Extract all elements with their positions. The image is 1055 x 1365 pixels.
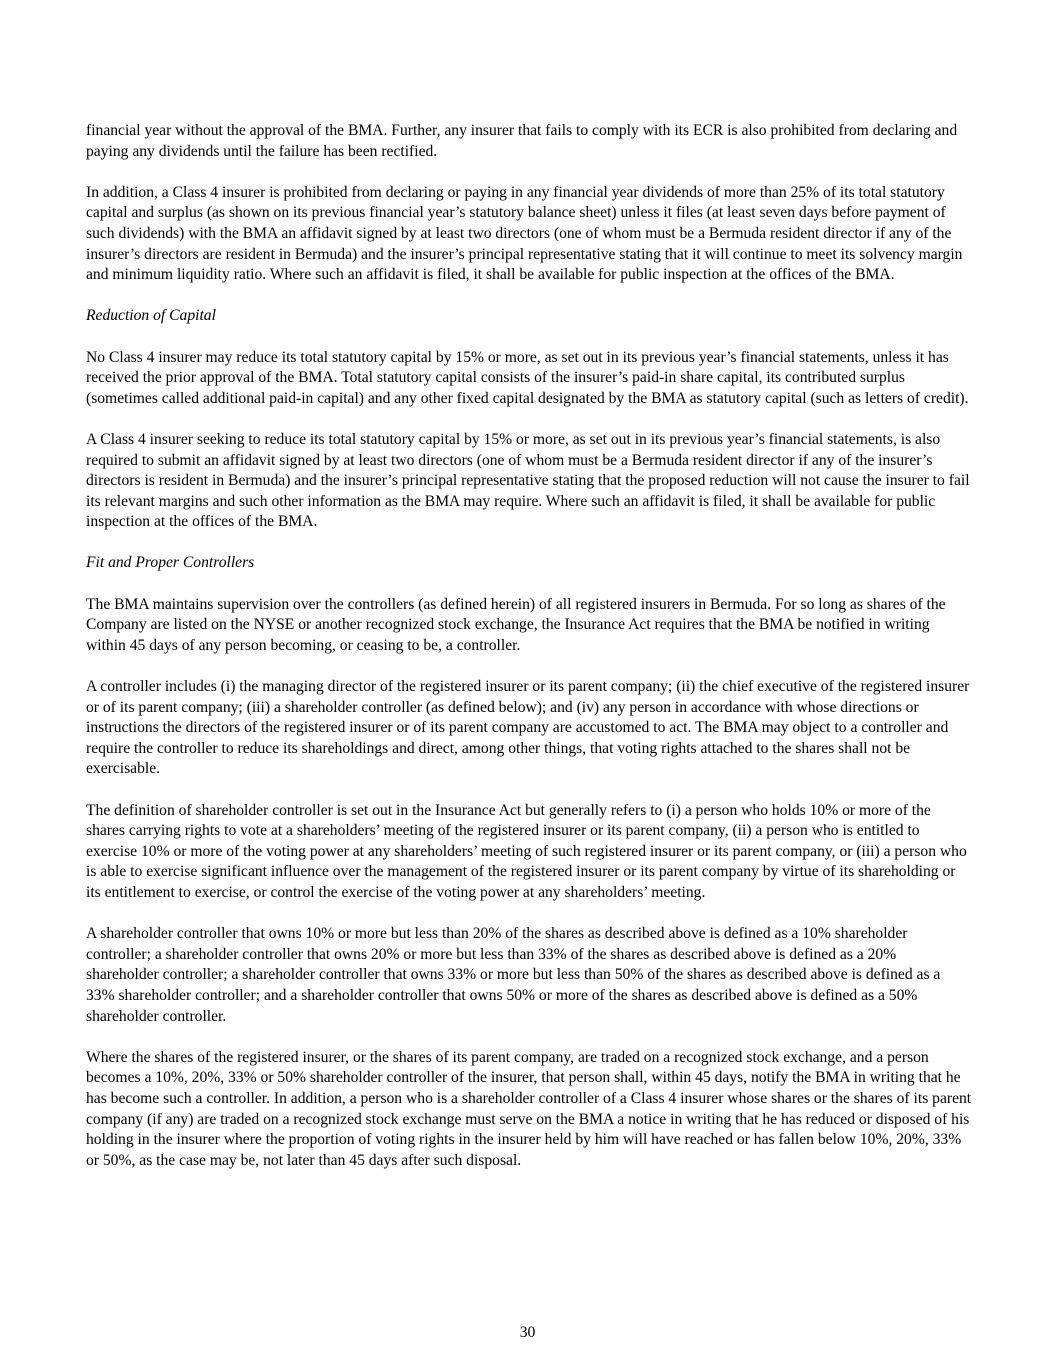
paragraph-capital-reduction-affidavit: A Class 4 insurer seeking to reduce its total statutory capital by 15% or more, as set out in its previous year’s financial statements, is also required to submit an affidavit signed by at least two directors (one of whom must be a Bermuda resident director if any of the insurer’s directors is resident in Bermuda) and the insurer’s principal representative stating that the proposed reduction will not cause the insurer to fail its relevant margins and such other information as the BMA may require. Where such an affidavit is filed, it shall be available for public inspection at the offices of the BMA.: [86, 430, 970, 531]
paragraph-dividend-limit: In addition, a Class 4 insurer is prohibited from declaring or paying in any financial year dividends of more than 25% of its total statutory capital and surplus (as shown on its previous financial year’s statutory balance sheet) unless it files (at least seven days before payment of such dividends) with the BMA an affidavit signed by at least two directors (one of whom must be a Bermuda resident director if any of the insurer’s directors are resident in Bermuda) and the insurer’s principal representative stating that it will continue to meet its solvency margin and minimum liquidity ratio. Where such an affidavit is filed, it shall be available for public inspection at the offices of the BMA.: [86, 183, 963, 284]
document-body: [86, 121, 972, 1192]
paragraph-dividend-approval: financial year without the approval of the BMA. Further, any insurer that fails to comply with its ECR is also prohibited from declaring and paying any dividends until the failure has been rectified.: [86, 122, 958, 160]
paragraph-shareholder-controller-definition: The definition of shareholder controller is set out in the Insurance Act but generally refers to (i) a person who holds 10% or more of the shares carrying rights to vote at a shareholders’ meeting of the registered insurer or its parent company, (ii) a person who is entitled to exercise 10% or more of the voting power at any shareholders’ meeting of such registered insurer or its parent company, or (iii) a person who is able to exercise significant influence over the management of the registered insurer or its parent company by virtue of its shareholding or its entitlement to exercise, or control the exercise of the voting power at any shareholders’ meeting.: [86, 801, 967, 901]
section-heading-reduction-of-capital: Reduction of Capital: [86, 307, 216, 325]
paragraph-controller-definition: A controller includes (i) the managing director of the registered insurer or its parent company; (ii) the chief executive of the registered insurer or of its parent company; (iii) a shareholder controller (as defined below); and (iv) any person in accordance with whose directions or instructions the directors of the registered insurer or of its parent company are accustomed to act. The BMA may object to a controller and require the controller to reduce its shareholdings and direct, among other things, that voting rights attached to the shares shall not be exercisable.: [86, 678, 970, 778]
page-number: 30: [519, 1324, 536, 1341]
paragraph-capital-reduction: No Class 4 insurer may reduce its total statutory capital by 15% or more, as set out in its previous year’s financial statements, unless it has received the prior approval of the BMA. Total statutory capital consists of the insurer’s paid-in share capital, its contributed surplus (sometimes called additional paid-in capital) and any other fixed capital designated by the BMA as statutory capital (such as letters of credit).: [86, 348, 969, 407]
paragraph-controller-thresholds: A shareholder controller that owns 10% or more but less than 20% of the shares as described above is defined as a 10% shareholder controller; a shareholder controller that owns 20% or more but less than 33% of the shares as described above is defined as a 20% shareholder controller; a shareholder controller that owns 33% or more but less than 50% of the shares as described above is defined as a 33% shareholder controller; and a shareholder controller that owns 50% or more of the shares as described above is defined as a 50% shareholder controller.: [86, 925, 941, 1025]
paragraph-bma-supervision: The BMA maintains supervision over the controllers (as defined herein) of all registered insurers in Bermuda. For so long as shares of the Company are listed on the NYSE or another recognized stock exchange, the Insurance Act requires that the BMA be notified in writing within 45 days of any person becoming, or ceasing to be, a controller.: [86, 595, 946, 654]
paragraph-notification-requirements: Where the shares of the registered insurer, or the shares of its parent company, are traded on a recognized stock exchange, and a person becomes a 10%, 20%, 33% or 50% shareholder controller of the insurer, that person shall, within 45 days, notify the BMA in writing that he has become such a controller. In addition, a person who is a shareholder controller of a Class 4 insurer whose shares or the shares of its parent company (if any) are traded on a recognized stock exchange must serve on the BMA a notice in writing that he has reduced or disposed of his holding in the insurer where the proportion of voting rights in the insurer held by him will have reached or has fallen below 10%, 20%, 33% or 50%, as the case may be, not later than 45 days after such disposal.: [86, 1048, 972, 1169]
section-heading-fit-and-proper-controllers: Fit and Proper Controllers: [86, 554, 255, 572]
